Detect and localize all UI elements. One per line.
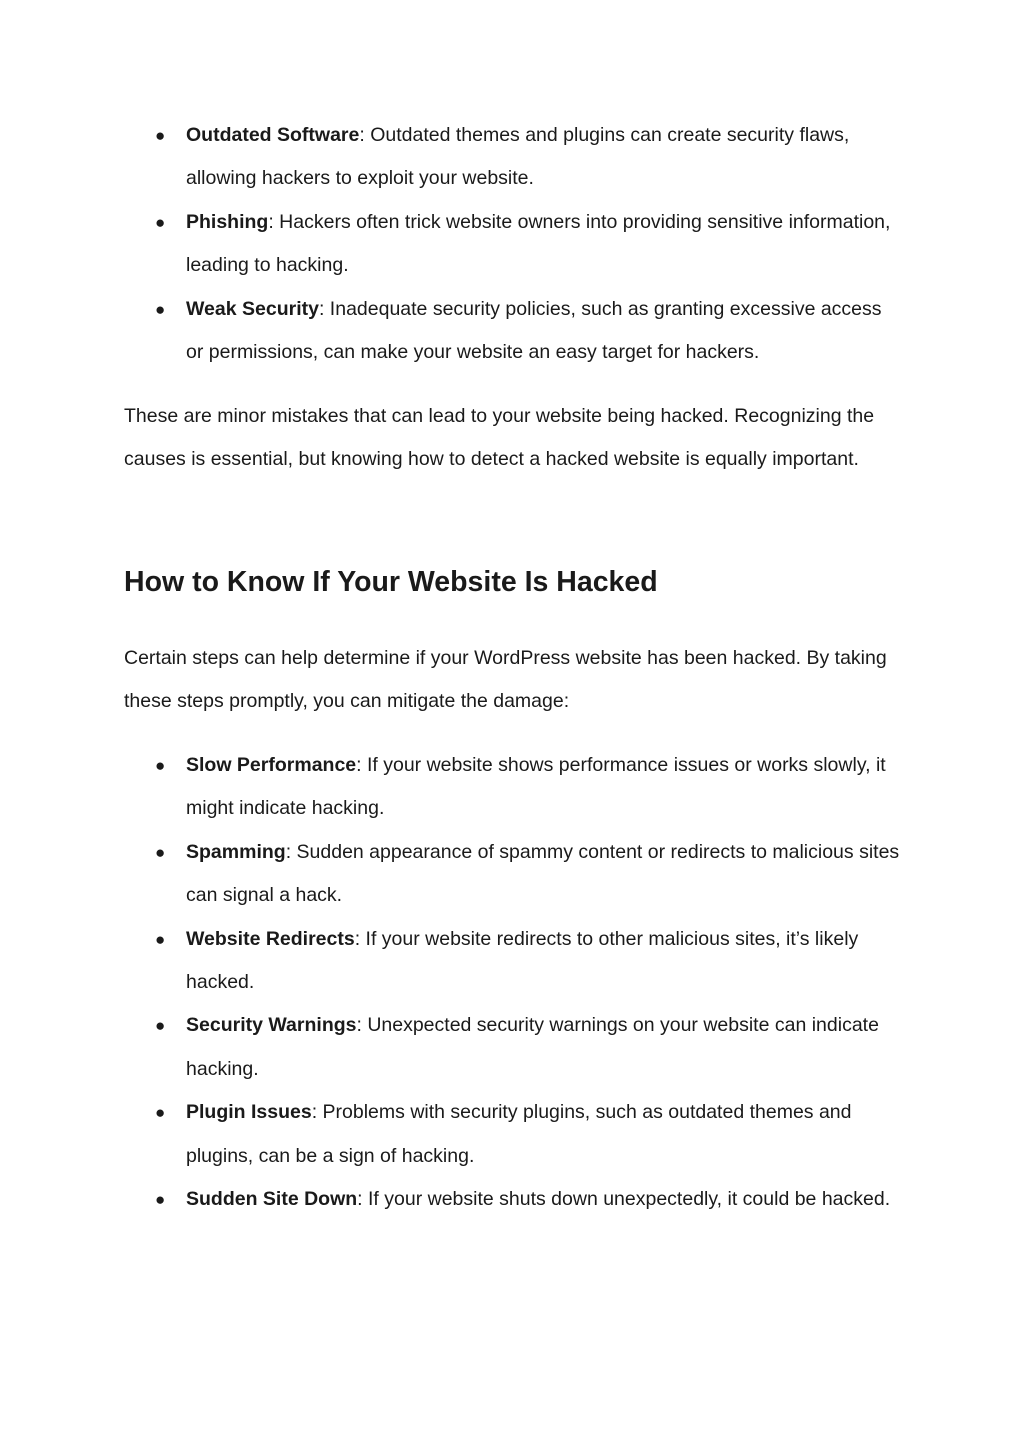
list-item [124,1004,904,1091]
list-item-term: Weak Security [186,297,319,320]
bullet-icon: ● [155,126,166,145]
list-item-text: : Hackers often trick website owners into providing sensitive information, leading to hacking. [186,210,891,277]
list-item-text: : If your website redirects to other malicious sites, it’s likely hacked. [186,927,859,994]
list-item-term: Spamming [186,840,286,863]
list-item-term: Outdated Software [186,124,360,146]
list-item-text: : Unexpected security warnings on your website can indicate hacking. [186,1014,879,1080]
bullet-icon: ● [155,1016,166,1036]
intro-paragraph: These are minor mistakes that can lead to your website being hacked. Recognizing the causes is essential, but knowing how to detect a hacked website is equally important. [124,405,875,471]
list-item-text: : Inadequate security policies, such as granting excessive access or permissions, can make your website an easy target for hackers. [186,297,882,364]
list-item-term: Sudden Site Down [186,1188,358,1211]
bullet-icon: ● [155,929,166,949]
list-item-text: : If your website shuts down unexpectedly, it could be hacked. [357,1188,891,1211]
bullet-icon: ● [155,299,166,319]
steps-paragraph: Certain steps can help determine if your WordPress website has been hacked. By taking these steps promptly, you can mitigate the damage: [124,647,887,713]
list-item [124,114,904,201]
signs-list [124,744,904,1221]
list-item-text: : If your website shows performance issues or works slowly, it might indicate hacking. [186,754,886,820]
list-item-term: Phishing [186,210,269,233]
bullet-icon: ● [155,1103,166,1123]
causes-list [124,114,904,374]
list-item-text: : Sudden appearance of spammy content or redirects to malicious sites can signal a hack. [186,840,900,907]
bullet-icon: ● [155,756,166,775]
list-item [124,1178,904,1221]
list-item-text: : Problems with security plugins, such as outdated themes and plugins, can be a sign of hacking. [186,1101,852,1167]
list-item [124,201,904,288]
bullet-icon: ● [155,842,166,862]
section-heading: How to Know If Your Website Is Hacked [124,566,658,598]
list-item [124,288,904,375]
bullet-icon: ● [155,212,166,232]
list-item-term: Security Warnings [186,1014,357,1037]
list-item [124,744,904,831]
list-item [124,918,904,1005]
list-item [124,1091,904,1178]
bullet-icon: ● [155,1190,166,1210]
list-item-text: : Outdated themes and plugins can create security flaws, allowing hackers to exploit your website. [186,124,850,190]
list-item-term: Slow Performance [186,754,357,776]
list-item-term: Plugin Issues [186,1101,312,1124]
list-item-term: Website Redirects [186,927,355,950]
list-item [124,831,904,918]
